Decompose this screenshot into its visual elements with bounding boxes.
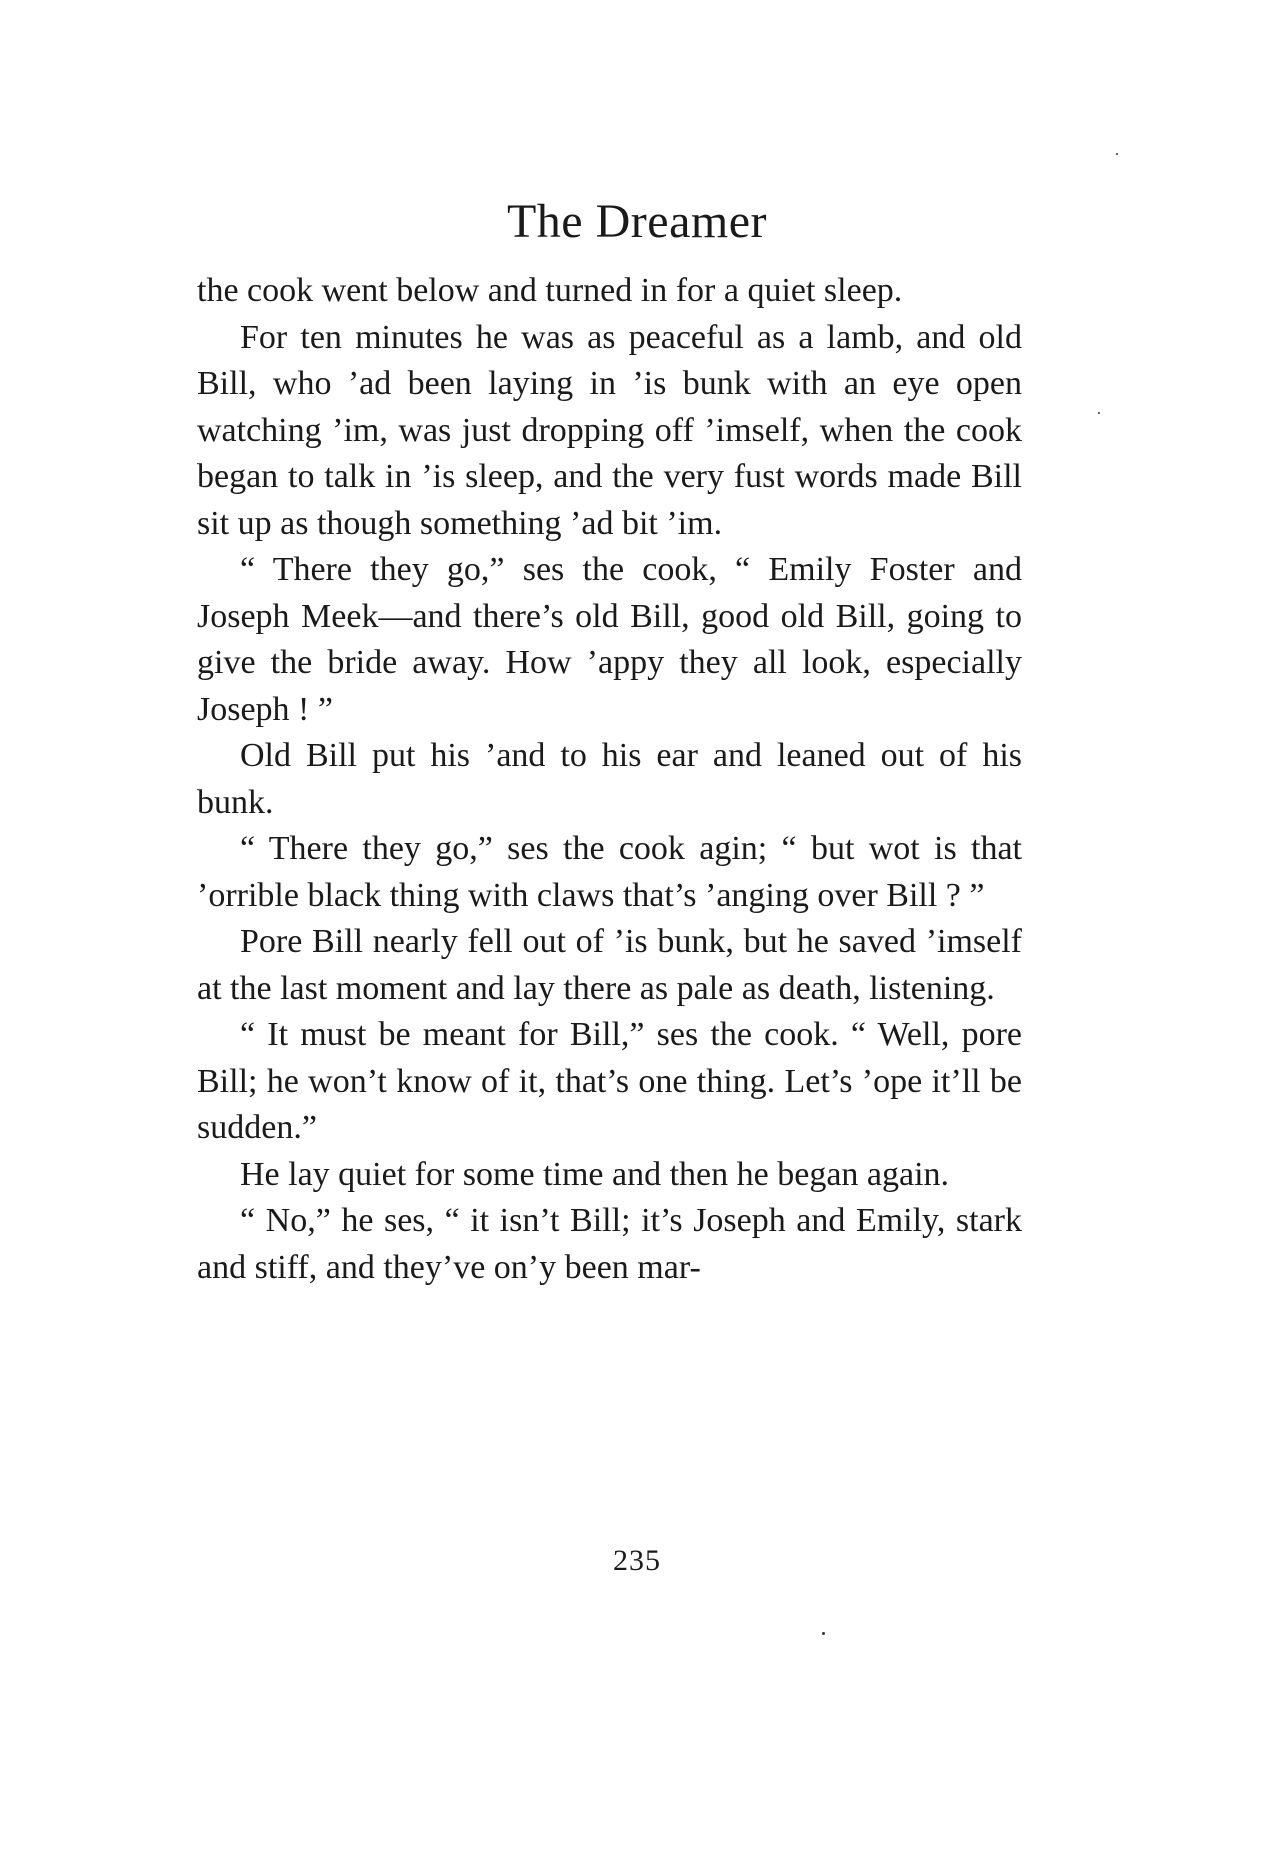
- scan-speck: [822, 1632, 825, 1635]
- paragraph: For ten minutes he was as peaceful as a lamb, and old Bill, who ’ad been laying in ’is bunk with an eye open watching ’im, was just dropping off ’imself, when the cook began to talk in ’is sleep, and the very fust words made Bill sit up as though something ’ad bit ’im.: [197, 318, 1022, 542]
- scan-speck: [1116, 153, 1118, 155]
- paragraph: “ There they go,” ses the cook agin; “ but wot is that ’orrible black thing with claws that’s ’anging over Bill ? ”: [197, 830, 1022, 914]
- paragraph: “ No,” he ses, “ it isn’t Bill; it’s Joseph and Emily, stark and stiff, and they’ve on’y been mar-: [197, 1202, 1022, 1286]
- paragraph: “ It must be meant for Bill,” ses the cook. “ Well, pore Bill; he won’t know of it, that’s one thing. Let’s ’ope it’ll be sudden.”: [197, 1016, 1022, 1146]
- running-head-title: The Dreamer: [506, 195, 767, 248]
- paragraph: the cook went below and turned in for a quiet sleep.: [197, 272, 903, 309]
- paragraph: Pore Bill nearly fell out of ’is bunk, but he saved ’imself at the last moment and lay there as pale as death, listening.: [197, 923, 1022, 1007]
- paragraph: “ There they go,” ses the cook, “ Emily Foster and Joseph Meek—and there’s old Bill, good old Bill, going to give the bride away. How ’appy they all look, especially Joseph ! ”: [197, 551, 1022, 728]
- body-text: [197, 268, 1022, 1291]
- paragraph: He lay quiet for some time and then he began again.: [240, 1155, 950, 1193]
- scan-speck: [1098, 412, 1100, 414]
- page-number: 235: [613, 1544, 661, 1577]
- paragraph: Old Bill put his ’and to his ear and leaned out of his bunk.: [197, 737, 1022, 821]
